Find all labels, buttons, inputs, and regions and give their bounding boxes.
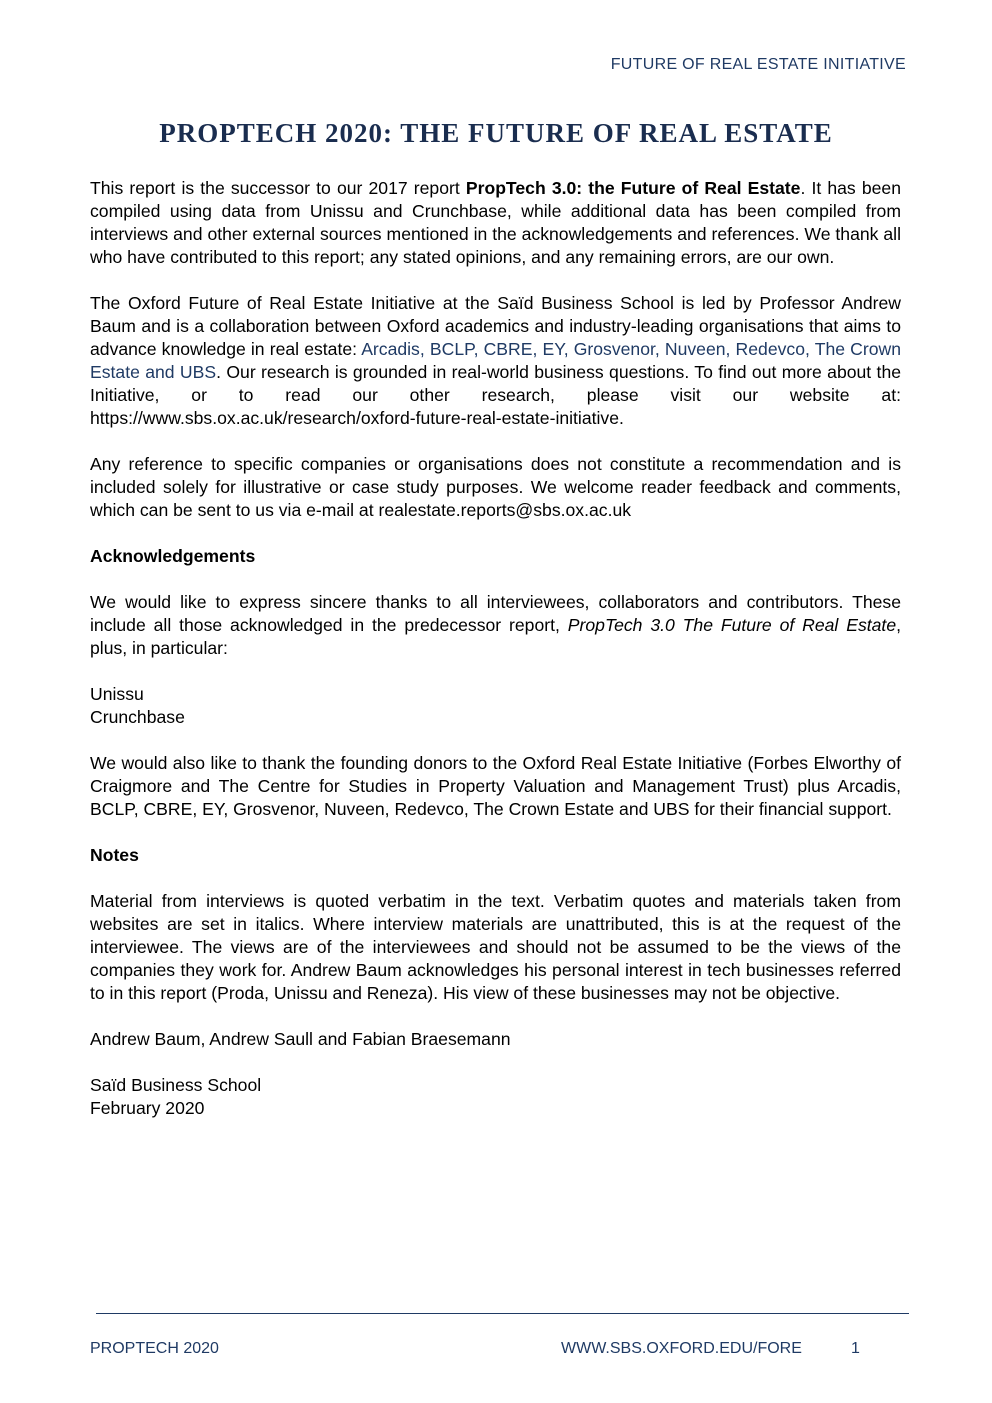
signature-block [90,1074,901,1120]
predecessor-report-name: PropTech 3.0 The Future of Real Estate [567,615,897,635]
source-item: Unissu [90,684,144,704]
report-name: PropTech 3.0: the Future of Real Estate [465,178,801,198]
thanks-text-start: We would like to express sincere thanks to all interviewees, collaborators and contributors. These include all those acknowledged in the predecessor report, [90,592,901,635]
acknowledgements-heading: Acknowledgements [90,546,256,566]
institution: Saïd Business School [90,1075,262,1095]
document-body [90,177,901,1143]
thanks-paragraph [90,591,901,660]
footer-report-title: PROPTECH 2020 [90,1340,219,1357]
notes-paragraph: Material from interviews is quoted verbatim in the text. Verbatim quotes and materials taken from websites are set in italics. Where interview materials are unattributed, this is at the request of the interviewee. The views are of the interviewees and should not be assumed to be the views of the companies they work for. Andrew Baum acknowledges his personal interest in tech businesses referred to in this report (Proda, Unissu and Reneza). His view of these businesses may not be objective. [90,891,901,1003]
sources-list [90,683,901,729]
notes-heading: Notes [90,845,139,865]
disclaimer-paragraph: Any reference to specific companies or organisations does not constitute a recommendation and is included solely for illustrative or case study purposes. We welcome reader feedback and comments, which can be sent to us via e-mail at realestate.reports@sbs.ox.ac.uk [90,454,901,520]
page-title: PROPTECH 2020: THE FUTURE OF REAL ESTATE [159,118,833,148]
initiative-text-start: The Oxford Future of Real Estate Initiative at the Saïd Business School is led by Professor Andrew Baum and is a collaboration between Oxford academics and industry-leading organisations that aims to advance knowledge in real estate: [90,293,901,359]
authors-line: Andrew Baum, Andrew Saull and Fabian Braesemann [90,1029,511,1049]
initiative-text-end: . Our research is grounded in real-world business questions. To find out more about the Initiative, or to read our other research, please visit our website at: https://www.sbs.ox.ac.uk/research/oxford-future-real-estate-initiative. [90,362,902,428]
footer-divider [96,1313,909,1314]
partners-list: Arcadis, BCLP, CBRE, EY, Grosvenor, Nuveen, Redevco, The Crown Estate and UBS [90,339,901,382]
source-item: Crunchbase [90,707,185,727]
intro-text-end: . It has been compiled using data from Unissu and Crunchbase, while additional data has been compiled from interviews and other external sources mentioned in the acknowledgements and references. We thank all who have contributed to this report; any stated opinions, and any remaining errors, are our own. [90,178,901,267]
initiative-paragraph [90,292,901,430]
intro-paragraph [90,177,901,269]
thanks-text-end: , plus, in particular: [90,615,901,658]
footer-website: WWW.SBS.OXFORD.EDU/FORE [561,1340,802,1357]
donors-paragraph: We would also like to thank the founding donors to the Oxford Real Estate Initiative (Forbes Elworthy of Craigmore and The Centre for Studies in Property Valuation and Management Trust) plus Arcadis, BCLP, CBRE, EY, Grosvenor, Nuveen, Redevco, The Crown Estate and UBS for their financial support. [90,753,901,819]
publication-date: February 2020 [90,1098,205,1118]
intro-text-start: This report is the successor to our 2017 report [90,178,466,198]
page-number: 1 [851,1340,860,1357]
running-header: FUTURE OF REAL ESTATE INITIATIVE [610,56,906,73]
